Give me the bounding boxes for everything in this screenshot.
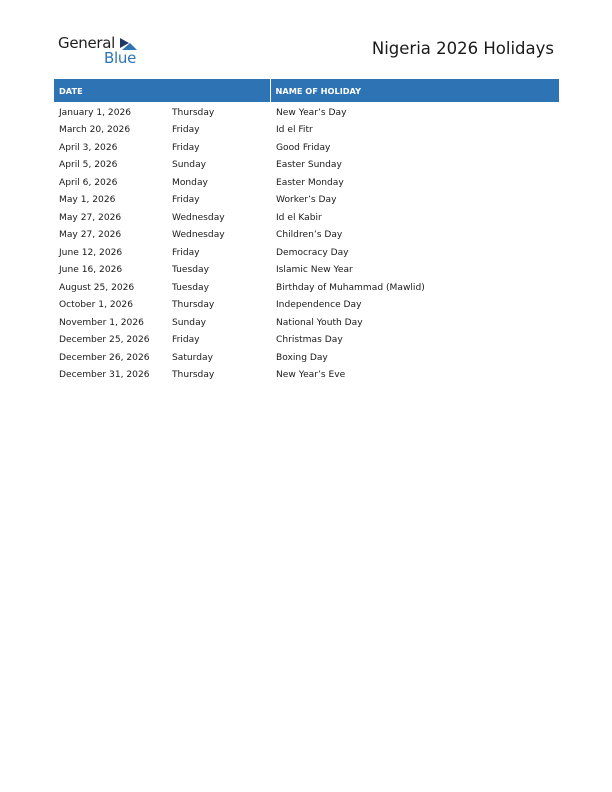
holiday-date-cell: May 27, 2026	[59, 230, 122, 241]
table-row	[54, 157, 559, 175]
logo-text-general: General	[58, 34, 116, 52]
weekday-cell: Thursday	[172, 370, 215, 381]
table-row	[54, 314, 559, 332]
holiday-name-cell: New Year’s Day	[276, 107, 347, 118]
holiday-name-cell: Boxing Day	[276, 352, 328, 363]
holiday-date-cell: June 16, 2026	[59, 265, 123, 276]
weekday-cell: Friday	[172, 125, 200, 136]
table-row	[54, 279, 559, 297]
table-row	[54, 367, 559, 385]
holiday-date-cell: May 1, 2026	[59, 195, 116, 206]
holiday-name-cell: Id el Kabir	[276, 212, 322, 223]
table-row	[54, 139, 559, 157]
table-row	[54, 262, 559, 280]
holiday-date-cell: March 20, 2026	[59, 125, 131, 136]
holiday-date-cell: January 1, 2026	[59, 107, 132, 118]
holiday-name-cell: Independence Day	[276, 300, 362, 311]
weekday-cell: Tuesday	[172, 282, 209, 293]
weekday-cell: Thursday	[172, 300, 215, 311]
holiday-date-cell: April 5, 2026	[59, 160, 118, 171]
page-title: Nigeria 2026 Holidays	[371, 39, 554, 58]
table-row	[54, 227, 559, 245]
table-row	[54, 349, 559, 367]
holiday-name-cell: Democracy Day	[276, 247, 349, 258]
table-row	[54, 122, 559, 140]
holiday-table	[54, 79, 559, 384]
date-column-header: DATE	[54, 79, 270, 102]
weekday-cell: Thursday	[172, 107, 215, 118]
weekday-cell: Friday	[172, 247, 200, 258]
holiday-date-cell: May 27, 2026	[59, 212, 122, 223]
weekday-cell: Friday	[172, 142, 200, 153]
weekday-cell: Wednesday	[172, 212, 225, 223]
holiday-date-cell: April 6, 2026	[59, 177, 118, 188]
weekday-cell: Sunday	[172, 160, 207, 171]
holiday-name-cell: New Year’s Eve	[276, 370, 346, 381]
holiday-name-cell: Christmas Day	[276, 335, 343, 346]
table-row	[54, 174, 559, 192]
holiday-name-cell: Easter Monday	[276, 177, 344, 188]
holiday-name-cell: Worker’s Day	[276, 195, 337, 206]
holiday-name-column-header: NAME OF HOLIDAY	[270, 79, 559, 102]
weekday-cell: Wednesday	[172, 230, 225, 241]
logo-text-blue: Blue	[104, 49, 136, 67]
holiday-name-cell: Birthday of Muhammad (Mawlid)	[276, 282, 425, 293]
generalblue-logo	[58, 34, 148, 68]
holiday-date-cell: December 31, 2026	[59, 370, 150, 381]
holiday-name-cell: National Youth Day	[276, 317, 363, 328]
holiday-name-cell: Islamic New Year	[276, 265, 353, 276]
holiday-rows	[54, 102, 559, 384]
table-row	[54, 209, 559, 227]
holiday-date-cell: November 1, 2026	[59, 317, 144, 328]
table-row	[54, 192, 559, 210]
table-header-row	[54, 79, 559, 102]
holiday-name-cell: Children’s Day	[276, 230, 343, 241]
holiday-date-cell: April 3, 2026	[59, 142, 118, 153]
table-row	[54, 297, 559, 315]
weekday-cell: Sunday	[172, 317, 207, 328]
holiday-name-cell: Easter Sunday	[276, 160, 342, 171]
holiday-date-cell: December 26, 2026	[59, 352, 150, 363]
table-row	[54, 244, 559, 262]
weekday-cell: Tuesday	[172, 265, 209, 276]
weekday-cell: Saturday	[172, 352, 213, 363]
holiday-date-cell: October 1, 2026	[59, 300, 133, 311]
holiday-date-cell: June 12, 2026	[59, 247, 123, 258]
table-row	[54, 102, 559, 122]
holiday-date-cell: August 25, 2026	[59, 282, 135, 293]
weekday-cell: Monday	[172, 177, 208, 188]
weekday-cell: Friday	[172, 195, 200, 206]
holiday-name-cell: Good Friday	[276, 142, 331, 153]
holiday-name-cell: Id el Fitr	[276, 125, 313, 136]
holiday-date-cell: December 25, 2026	[59, 335, 150, 346]
weekday-cell: Friday	[172, 335, 200, 346]
table-row	[54, 332, 559, 350]
